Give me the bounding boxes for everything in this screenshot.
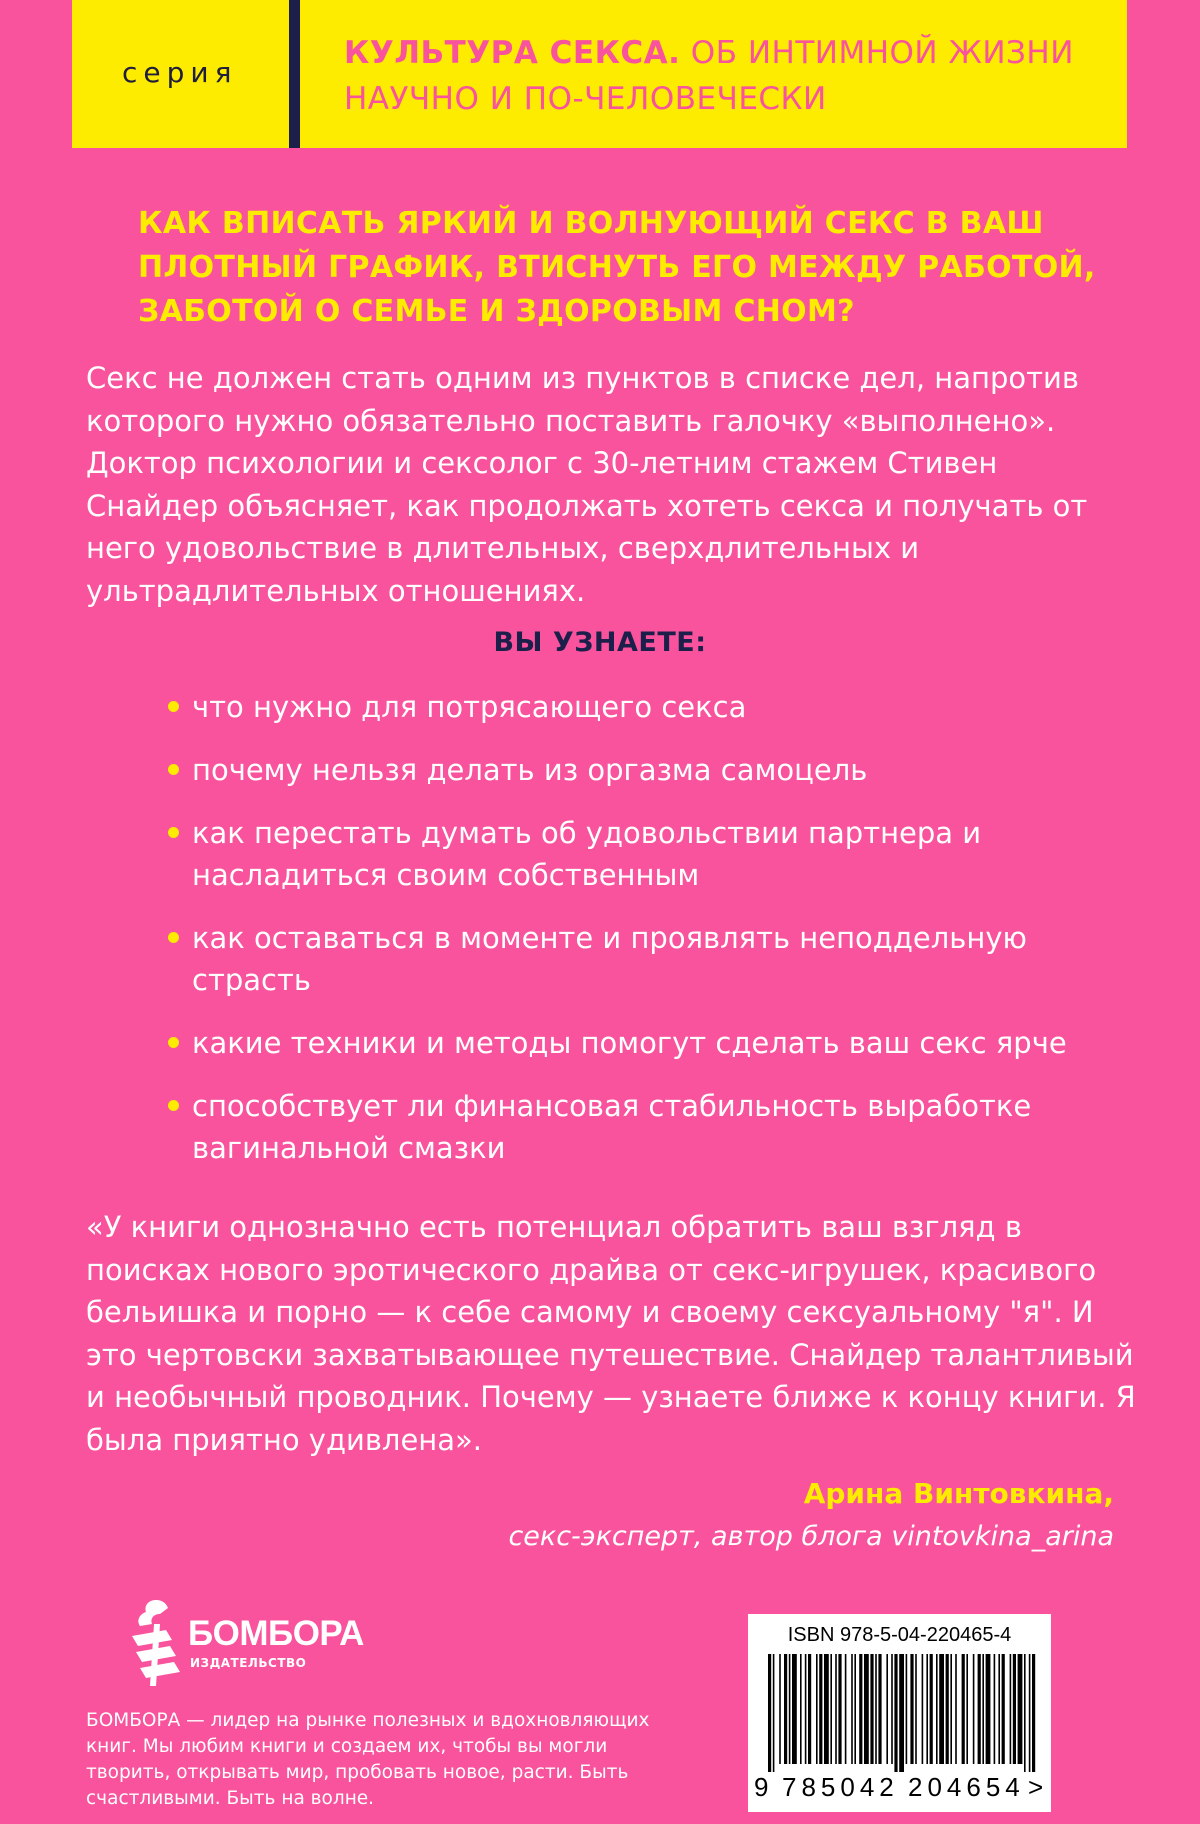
bullet-dot-icon: [168, 827, 179, 838]
barcode-bar: [859, 1654, 862, 1764]
barcode-bar: [899, 1654, 904, 1772]
barcode-bar: [1024, 1654, 1026, 1772]
list-item-text: как оставаться в моменте и проявлять неподдельную страсть: [192, 921, 1027, 997]
quote-author: Арина Винтовкина,: [803, 1477, 1114, 1510]
barcode-bar: [784, 1654, 787, 1764]
list-item: [168, 749, 1128, 791]
barcode-bar: [819, 1654, 822, 1764]
list-item: [168, 686, 1128, 728]
headline: КАК ВПИСАТЬ ЯРКИЙ И ВОЛНУЮЩИЙ СЕКС В ВАШ ПЛОТНЫЙ ГРАФИК, ВТИСНУТЬ ЕГО МЕЖДУ РАБОТОЙ, ЗАБОТОЙ О СЕМЬЕ И ЗДОРОВЫМ СНОМ?: [138, 206, 1096, 329]
series-banner: [72, 0, 1127, 148]
barcode-bars-icon: [764, 1654, 1036, 1772]
bullet-dot-icon: [168, 764, 179, 775]
series-title-bold: КУЛЬТУРА СЕКСА.: [344, 35, 681, 71]
barcode-bar: [808, 1654, 811, 1764]
bullet-dot-icon: [168, 1100, 179, 1111]
barcode-bar: [816, 1654, 818, 1764]
publisher-logo: [126, 1596, 364, 1692]
barcode-bar: [870, 1654, 873, 1764]
list-item: [168, 1022, 1128, 1064]
bullet-dot-icon: [168, 1037, 179, 1048]
barcode-bar: [915, 1654, 917, 1764]
bullet-dot-icon: [168, 701, 179, 712]
learn-title: ВЫ УЗНАЕТЕ:: [493, 627, 707, 658]
barcode-bar: [886, 1654, 888, 1764]
barcode-bar: [891, 1654, 893, 1764]
barcode-bar: [950, 1654, 952, 1764]
logo-name: БОМБОРА: [188, 1614, 364, 1653]
barcode-bar: [864, 1654, 869, 1764]
list-item: [168, 1085, 1128, 1169]
barcode-bar: [1013, 1654, 1016, 1764]
barcode-bar: [922, 1654, 924, 1764]
barcode-bar: [994, 1654, 996, 1764]
barcode-bar: [946, 1654, 949, 1764]
publisher-description: БОМБОРА — лидер на рынке полезных и вдохновляющих книг. Мы любим книги и создаем их, чтобы вы могли творить, открывать мир, пробовать новое, расти. Быть счастливыми. Быть на волне.: [86, 1710, 650, 1809]
list-item-text: что нужно для потрясающего секса: [192, 690, 747, 724]
barcode: [748, 1614, 1051, 1812]
barcode-bar: [973, 1654, 975, 1764]
barcode-bar: [805, 1654, 807, 1764]
barcode-bar: [926, 1654, 928, 1764]
learn-list: [168, 686, 1128, 1190]
barcode-bar: [986, 1654, 991, 1764]
barcode-bar: [1029, 1654, 1031, 1772]
barcode-bar: [962, 1654, 965, 1764]
bullet-dot-icon: [168, 932, 179, 943]
barcode-digits-left: 785042: [782, 1772, 899, 1802]
series-title: [344, 30, 1104, 122]
barcode-bar: [830, 1654, 832, 1764]
barcode-bar: [978, 1654, 981, 1764]
intro-paragraph: Секс не должен стать одним из пунктов в списке дел, напротив которого нужно обязательно поставить галочку «выполнено». Доктор психологии и сексолог с 30-летним стажем Стивен Снайдер объясняет, как продолжать хотеть секса и получать от него удовольствие в длительных, сверхдлительных и ультрадлительных отношениях.: [86, 361, 1088, 608]
barcode-bar: [936, 1654, 938, 1764]
barcode-bar: [875, 1654, 877, 1764]
barcode-bar: [1032, 1654, 1035, 1772]
banner-divider: [289, 0, 300, 148]
barcode-bar: [835, 1654, 837, 1764]
barcode-bar: [1018, 1654, 1023, 1764]
logo-subtitle: ИЗДАТЕЛЬСТВО: [190, 1656, 307, 1670]
barcode-bar: [851, 1654, 853, 1764]
barcode-bar: [906, 1654, 908, 1764]
barcode-bar: [779, 1654, 781, 1764]
list-item-text: как перестать думать об удовольствии партнера и насладиться своим собственным: [192, 816, 982, 892]
bombora-logo-icon: [126, 1596, 188, 1688]
barcode-bar: [854, 1654, 856, 1764]
list-item: [168, 812, 1128, 896]
barcode-bar: [910, 1654, 913, 1764]
barcode-bar: [982, 1654, 984, 1764]
barcode-bar: [930, 1654, 933, 1764]
list-item-text: какие техники и методы помогут сделать ваш секс ярче: [192, 1026, 1067, 1060]
barcode-bar: [894, 1654, 897, 1772]
barcode-digit-first: 9: [754, 1772, 769, 1802]
barcode-bar: [789, 1654, 791, 1764]
barcode-bar: [792, 1654, 797, 1764]
barcode-bar: [998, 1654, 1000, 1764]
barcode-bar: [966, 1654, 968, 1764]
barcode-bar: [768, 1654, 771, 1772]
isbn-number: ISBN 978-5-04-220465-4: [787, 1624, 1012, 1646]
barcode-bar: [939, 1654, 944, 1764]
series-label: серия: [122, 56, 238, 89]
review-quote: «У книги однозначно есть потенциал обратить ваш взгляд в поисках нового эротического драйва от секс-игрушек, красивого бельишка и порно — к себе самому и своему сексуальному "я". И это чертовски захватывающее путешествие. Снайдер талантливый и необычный проводник. Почему — узнаете ближе к концу книги. Я была приятно удивлена».: [86, 1210, 1136, 1457]
series-title-rest: ОБ ИНТИМНОЙ ЖИЗНИ НАУЧНО И ПО-ЧЕЛОВЕЧЕСКИ: [344, 35, 1074, 117]
barcode-digit-end: >: [1028, 1772, 1044, 1802]
quote-author-role: секс-эксперт, автор блога vintovkina_arina: [508, 1521, 1114, 1552]
list-item-text: способствует ли финансовая стабильность выработке вагинальной смазки: [192, 1089, 1032, 1165]
barcode-bar: [838, 1654, 841, 1764]
barcode-bar: [824, 1654, 829, 1764]
barcode-bar: [1002, 1654, 1005, 1764]
barcode-bar: [955, 1654, 957, 1764]
barcode-digits-right: 204654: [908, 1772, 1025, 1802]
barcode-bar: [773, 1654, 775, 1772]
barcode-bar: [800, 1654, 802, 1764]
barcode-bar: [845, 1654, 847, 1764]
list-item: [168, 917, 1128, 1001]
barcode-bar: [878, 1654, 881, 1764]
barcode-bar: [1010, 1654, 1012, 1764]
list-item-text: почему нельзя делать из оргазма самоцель: [192, 753, 868, 787]
